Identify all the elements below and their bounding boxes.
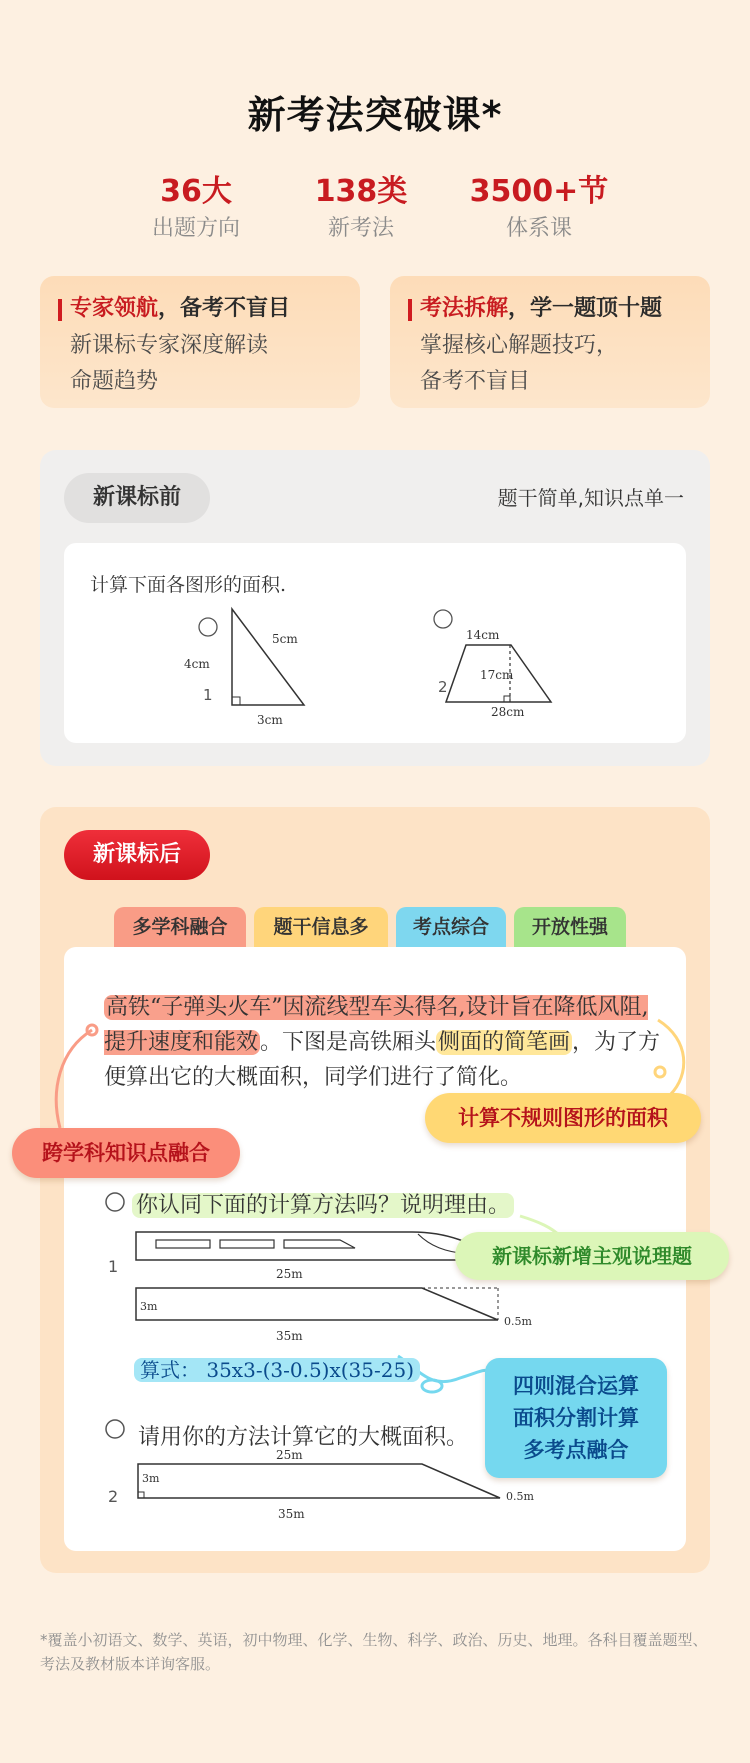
stat-value: 3500+节	[469, 174, 609, 209]
train-window	[156, 1240, 210, 1248]
feature-text: 命题趋势	[70, 369, 159, 394]
train-window	[220, 1240, 274, 1248]
fig1-left-label: 4cm	[184, 657, 210, 671]
before-note: 题干简单,知识点单一	[497, 486, 684, 510]
feature-heading	[420, 292, 690, 326]
simplified-shape	[138, 1464, 500, 1498]
accent-bar	[58, 299, 62, 321]
stat-lessons	[439, 172, 639, 246]
feature-text: 掌握核心解题技巧，	[420, 333, 619, 358]
callout-subjective-question: 新课标新增主观说理题	[455, 1232, 729, 1280]
train-window	[284, 1240, 355, 1248]
feature-heading-rest: ，学一题顶十题	[508, 296, 663, 321]
after-question-paragraph	[104, 990, 664, 1095]
fig2-height-label: 17cm	[480, 668, 514, 682]
highlight-sketch: 侧面的简笔画	[438, 1030, 571, 1055]
question-1	[132, 1188, 514, 1219]
feature-highlight: 专家领航	[70, 296, 159, 321]
fig1-hyp-label: 5cm	[272, 632, 298, 646]
page-title: 新考法突破课*	[247, 93, 503, 137]
feature-text: 备考不盲目	[420, 369, 531, 394]
right-angle-mark	[232, 697, 240, 705]
stat-methods	[261, 172, 461, 246]
stat-label: 体系课	[505, 216, 572, 241]
right-angle-mark	[138, 1492, 144, 1498]
answer-circle	[434, 610, 452, 628]
callout-line: 面积分割计算	[513, 1406, 639, 1430]
answer-circle	[104, 1191, 126, 1213]
feature-card-method	[390, 276, 710, 408]
fig2-number: 2	[438, 678, 448, 696]
stat-value: 138类	[314, 174, 408, 209]
connector-dot	[422, 1380, 442, 1392]
fig1-number: 1	[203, 686, 213, 704]
feature-highlight: 考法拆解	[420, 296, 509, 321]
tag-rich-info: 题干信息多	[254, 907, 388, 947]
callout-line: 多考点融合	[523, 1438, 629, 1462]
formula-highlight	[134, 1358, 420, 1382]
feature-heading	[70, 292, 340, 326]
feature-heading-rest: ，备考不盲目	[158, 296, 291, 321]
q1-bottom-length: 35m	[276, 1329, 303, 1343]
fig2-top-label: 14cm	[466, 628, 500, 642]
paragraph-text: 。下图是高铁厢头	[260, 1030, 437, 1055]
callout-line: 四则混合运算	[513, 1374, 639, 1398]
q2-height: 3m	[142, 1472, 160, 1485]
train-body	[136, 1232, 498, 1260]
q2-top-length: 25m	[276, 1448, 303, 1462]
tag-open-ended: 开放性强	[514, 907, 626, 947]
highlight-question-1: 你认同下面的计算方法吗？说明理由。	[132, 1193, 514, 1218]
stat-label: 新考法	[327, 216, 394, 241]
before-badge: 新课标前	[64, 473, 210, 523]
connector-cross	[56, 1030, 92, 1128]
question-2: 请用你的方法计算它的大概面积。	[138, 1425, 469, 1450]
highlight-cross-subject: 高铁“子弹头火车”因流线型车头得名,设计旨在降低风阻,提升速度和能效	[104, 995, 649, 1055]
feature-card-expert	[40, 276, 360, 408]
stat-value: 36大	[160, 174, 232, 209]
q2-bottom-length: 35m	[278, 1507, 305, 1521]
formula-label: 算式：	[140, 1358, 200, 1382]
before-figures	[64, 543, 686, 743]
footnote: *覆盖小初语文、数学、英语，初中物理、化学、生物、科学、政治、历史、地理。各科目覆盖题型、考法及教材版本详询客服。	[40, 1631, 708, 1673]
before-question-text: 计算下面各图形的面积.	[90, 574, 287, 596]
accent-bar	[408, 299, 412, 321]
q1-number: 1	[108, 1257, 119, 1276]
q1-height: 3m	[140, 1300, 158, 1313]
formula-value: 35x3-(3-0.5)x(35-25)	[206, 1358, 415, 1382]
triangle-shape	[232, 609, 304, 705]
q1-gap: 0.5m	[504, 1315, 532, 1328]
feature-text: 新课标专家深度解读	[70, 333, 269, 358]
tag-comprehensive: 考点综合	[396, 907, 506, 947]
q2-gap: 0.5m	[506, 1490, 534, 1503]
fig2-bottom-label: 28cm	[491, 705, 525, 719]
answer-circle	[104, 1418, 126, 1440]
formula	[134, 1354, 420, 1383]
callout-cross-subject: 跨学科知识点融合	[12, 1128, 240, 1178]
right-angle-mark	[504, 696, 510, 702]
answer-circle	[199, 618, 217, 636]
callout-mixed-points	[485, 1358, 667, 1478]
callout-irregular-area: 计算不规则图形的面积	[425, 1093, 701, 1143]
simplified-shape	[136, 1288, 498, 1320]
after-badge: 新课标后	[64, 830, 210, 880]
q2-number: 2	[108, 1487, 119, 1506]
stat-label: 出题方向	[151, 216, 240, 241]
q1-top-length: 25m	[276, 1267, 303, 1281]
fig1-bottom-label: 3cm	[257, 713, 283, 727]
tag-multi-subject: 多学科融合	[114, 907, 246, 947]
paragraph-text: ，为了方便算出它的大概面积，同学们进行了简化。	[104, 1030, 661, 1090]
